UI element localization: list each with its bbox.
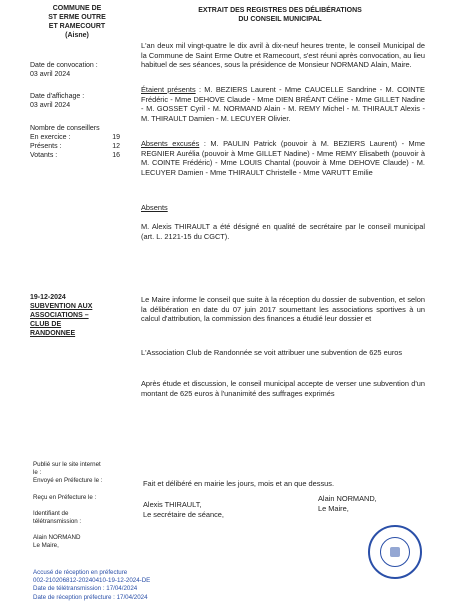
absents-heading: Absents [141,203,168,212]
subject-line: CLUB DE [30,321,62,328]
commune-line: ET RAMECOURT [48,23,106,30]
footer-line: Reçu en Préfecture le : [33,493,97,501]
receipt-line: 002-210206812-20240410-19-12-2024-DE [33,577,151,585]
deliberation-p2: L'Association Club de Randonnée se voit attribuer une subvention de 625 euros [141,348,403,357]
mayor-signature [318,494,377,513]
count-value: 12 [112,143,120,150]
left-meta [30,61,120,160]
footer-line: Le Maire, [33,542,59,550]
convocation-label: Date de convocation : [30,62,98,69]
absents-paragraph [141,139,425,177]
commune-line: ST ERME OUTRE [48,14,106,21]
secretary-role: Le secrétaire de séance, [143,509,224,519]
prefecture-receipt [33,569,233,602]
subject-line: ASSOCIATIONS – [30,312,89,319]
footer-line: Identifiant de [33,509,69,517]
subject-line: RANDONNEE [30,330,76,337]
count-value: 16 [112,152,120,159]
count-value: 19 [112,134,120,141]
receipt-line: Date de réception préfecture : 17/04/2024 [33,593,148,601]
footer-line: Publié sur le site internet [33,461,101,468]
secretary-signature [143,500,224,519]
commune-line: COMMUNE DE [52,5,102,12]
count-label: Votants : [30,152,58,159]
deliberation-p3: Après étude et discussion, le conseil municipal accepte de verser une subvention d'un montant de 625 euros à l'unanimité des suffrages exprimés [141,379,425,398]
receipt-line: Date de télétransmission : 17/04/2024 [33,585,138,593]
presents-paragraph [141,85,425,123]
count-label: En exercice : [30,134,71,141]
deliberation-ref: 19-12-2024 [30,294,66,301]
deliberation-heading [30,293,130,338]
department: (Aisne) [65,32,89,39]
footer-left [33,461,143,551]
footer-line: le : [33,469,42,477]
subject-line: SUBVENTION AUX [30,303,93,310]
nombre-label: Nombre de conseillers [30,125,100,132]
document-title [150,6,410,24]
title-line: DU CONSEIL MUNICIPAL [238,16,322,23]
intro-paragraph: L'an deux mil vingt-quatre le dix avril à dix-neuf heures trente, le conseil Municipal de la Commune de Saint Erme Outre et Ramecourt, s'est réuni après convocation, au lieu habituel de ses séances, sous la présidence de Monsieur NORMAND Alain, Maire. [141,41,425,70]
mairie-seal [368,525,422,579]
footer-line: Envoyé en Préfecture le : [33,477,103,485]
absents-label: Absents excusés [141,139,200,148]
convocation-date: 03 avril 2024 [30,71,71,78]
footer-line: télétransmission : [33,518,82,526]
title-line: EXTRAIT DES REGISTRES DES DÉLIBÉRATIONS [198,7,362,14]
mayor-role: Le Maire, [318,503,349,513]
presents-label: Étaient présents [141,85,196,94]
secretary-paragraph: M. Alexis THIRAULT a été désigné en qualité de secrétaire par le conseil municipal (art. L. 2121-15 du CGCT). [141,222,425,241]
commune-header [30,4,124,40]
deliberation-p1: Le Maire informe le conseil que suite à la réception du dossier de subvention, et selon la délibération en date du 07 juin 2017 soumettant les associations sportives à un calcul d'attribution, la commission des finances a étudié leur dossier et [141,295,425,324]
receipt-line: Accusé de réception en préfecture [33,569,128,576]
count-row [30,142,120,151]
presents-text: : M. BEZIERS Laurent - Mme CAUCELLE Sandrine - M. COINTE Frédéric - Mme DEHOVE Claude - Mme DIEN BRÉANT Céline - Mme GILLET Nadine - M. GOSSET Cyril - M. NORMAND Alain - M. REMY Michel - M. THIRAULT Alexis - M. THIRAULT Damien - M. LECUYER Olivier. [141,85,425,123]
mayor-name: Alain NORMAND, [318,494,377,503]
absents-text: : M. PAULIN Patrick (pouvoir à M. BEZIERS Laurent) - Mme REGNIER Aurélia (pouvoir à Mme GILLET Nadine) - Mme REMY Elisabeth (pouvoir à M. COINTE Frédéric) - Mme LOUIS Chantal (pouvoir à Mme DEHOVE Claude) - M. LECUYER Damien - Mme THIRAULT Christelle - Mme VARUTT Emilie [141,139,425,177]
closing-line: Fait et délibéré en mairie les jours, mois et an que dessus. [143,479,335,488]
footer-line: Alain NORMAND [33,534,81,542]
count-label: Présents : [30,143,62,150]
count-row [30,133,120,142]
affichage-label: Date d'affichage : [30,93,85,100]
count-row [30,151,120,160]
affichage-date: 03 avril 2024 [30,102,71,109]
secretary-name: Alexis THIRAULT, [143,500,202,509]
